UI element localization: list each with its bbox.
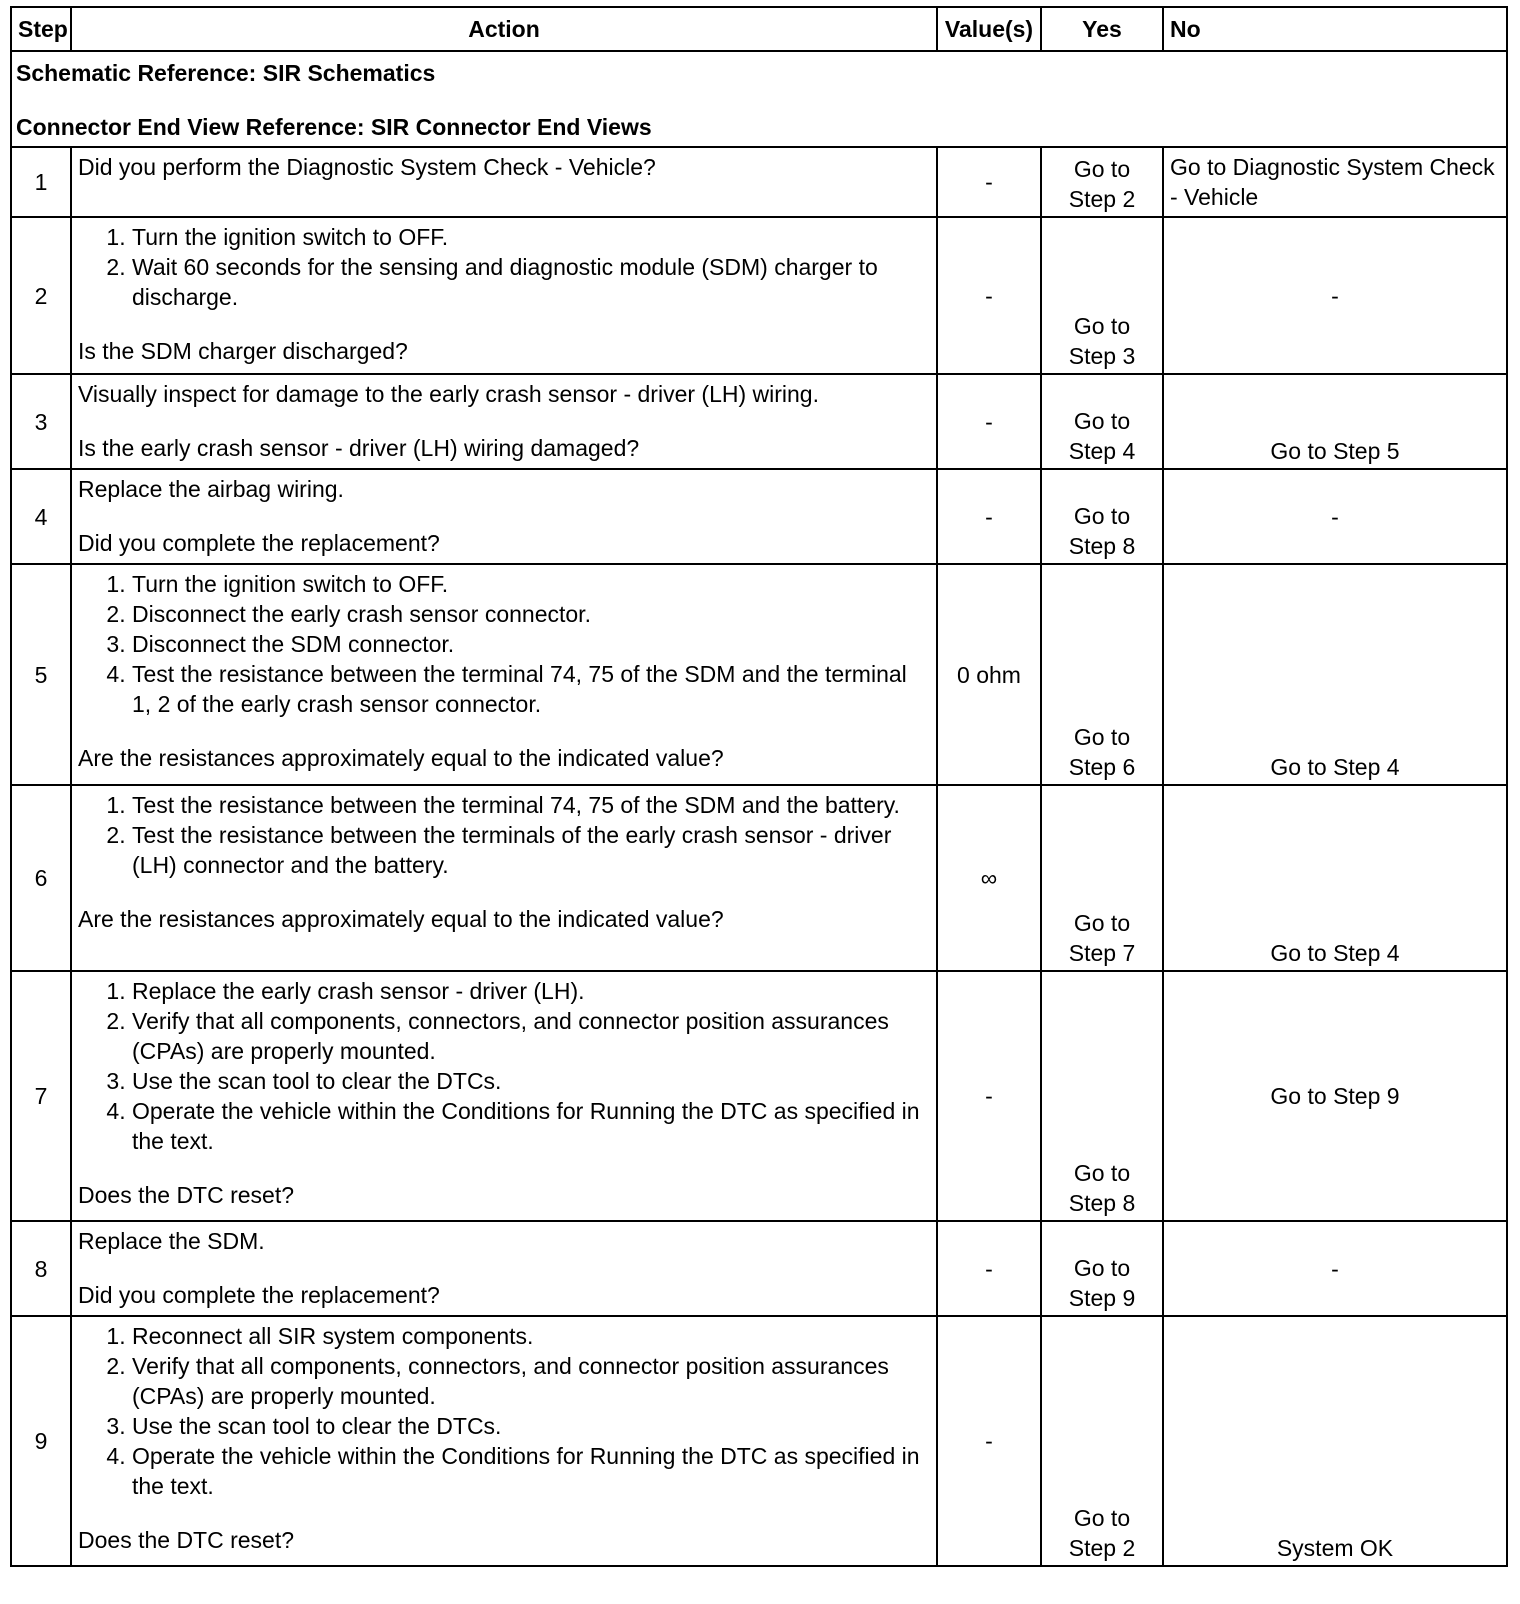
action-item: 4. Operate the vehicle within the Conditions for Running the DTC as specified in the text. [132, 1096, 930, 1156]
yes-cell [1041, 217, 1163, 374]
action-item: 1. Turn the ignition switch to OFF. [132, 569, 930, 599]
no-cell: Go to Step 4 [1163, 564, 1507, 785]
action-item: 4. Test the resistance between the terminal 74, 75 of the SDM and the terminal 1, 2 of the early crash sensor connector. [132, 659, 930, 719]
header-no: No [1163, 7, 1507, 51]
header-yes: Yes [1041, 7, 1163, 51]
yes-line-2: Step 3 [1068, 343, 1136, 369]
no-cell: Go to Step 4 [1163, 785, 1507, 971]
action-question: Are the resistances approximately equal to the indicated value? [78, 745, 724, 771]
action-item: 2. Verify that all components, connectors, and connector position assurances (CPAs) are properly mounted. [132, 1006, 930, 1066]
action-list [78, 1321, 930, 1501]
yes-cell [1041, 564, 1163, 785]
yes-cell [1041, 147, 1163, 217]
action-cell [71, 1221, 937, 1316]
action-item: 3. Disconnect the SDM connector. [132, 629, 930, 659]
yes-cell [1041, 469, 1163, 564]
action-cell [71, 374, 937, 469]
no-cell: - [1163, 217, 1507, 374]
yes-line-1: Go to [1073, 910, 1131, 936]
action-question: Did you complete the replacement? [78, 530, 440, 556]
table-row [11, 1221, 1507, 1316]
step-number: 8 [11, 1221, 71, 1316]
yes-line-1: Go to [1073, 408, 1131, 434]
value-cell: ∞ [937, 785, 1041, 971]
value-cell: 0 ohm [937, 564, 1041, 785]
no-cell: System OK [1163, 1316, 1507, 1566]
no-cell: - [1163, 1221, 1507, 1316]
no-cell: Go to Step 5 [1163, 374, 1507, 469]
table-row [11, 785, 1507, 971]
yes-line-2: Step 2 [1068, 1535, 1136, 1561]
step-number: 9 [11, 1316, 71, 1566]
no-cell: Go to Step 9 [1163, 971, 1507, 1221]
action-item: 1. Replace the early crash sensor - driver (LH). [132, 976, 930, 1006]
reference-row [11, 51, 1507, 147]
table-row [11, 147, 1507, 217]
action-cell [71, 147, 937, 217]
action-list [78, 569, 930, 719]
action-item: 1. Reconnect all SIR system components. [132, 1321, 930, 1351]
step-number: 2 [11, 217, 71, 374]
yes-cell [1041, 971, 1163, 1221]
yes-cell [1041, 374, 1163, 469]
table-row [11, 564, 1507, 785]
value-cell: - [937, 1316, 1041, 1566]
action-list [78, 222, 930, 312]
action-item: 2. Verify that all components, connectors, and connector position assurances (CPAs) are properly mounted. [132, 1351, 930, 1411]
table-row [11, 469, 1507, 564]
yes-cell [1041, 785, 1163, 971]
reference-cell [11, 51, 1507, 147]
header-action: Action [71, 7, 937, 51]
yes-line-2: Step 8 [1068, 533, 1136, 559]
yes-line-1: Go to [1073, 1255, 1131, 1281]
yes-line-2: Step 4 [1068, 438, 1136, 464]
step-number: 5 [11, 564, 71, 785]
action-item: 4. Operate the vehicle within the Conditions for Running the DTC as specified in the text. [132, 1441, 930, 1501]
action-cell [71, 564, 937, 785]
table-header-row [11, 7, 1507, 51]
action-question: Did you complete the replacement? [78, 1282, 440, 1308]
action-question: Does the DTC reset? [78, 1527, 295, 1553]
value-cell: - [937, 469, 1041, 564]
table-row [11, 971, 1507, 1221]
action-cell [71, 971, 937, 1221]
header-values: Value(s) [937, 7, 1041, 51]
action-list [78, 976, 930, 1156]
action-item: 3. Use the scan tool to clear the DTCs. [132, 1411, 930, 1441]
action-text: Replace the SDM. [78, 1228, 265, 1254]
table-row [11, 374, 1507, 469]
schematic-reference: Schematic Reference: SIR Schematics [16, 60, 436, 86]
action-question: Does the DTC reset? [78, 1182, 295, 1208]
yes-cell [1041, 1316, 1163, 1566]
action-item: 1. Test the resistance between the terminal 74, 75 of the SDM and the battery. [132, 790, 930, 820]
yes-line-2: Step 8 [1068, 1190, 1136, 1216]
step-number: 7 [11, 971, 71, 1221]
no-cell: - [1163, 469, 1507, 564]
action-question: Is the early crash sensor - driver (LH) wiring damaged? [78, 435, 640, 461]
table-row [11, 217, 1507, 374]
value-cell: - [937, 1221, 1041, 1316]
action-question: Are the resistances approximately equal to the indicated value? [78, 906, 724, 932]
action-cell [71, 217, 937, 374]
no-cell: Go to Diagnostic System Check - Vehicle [1163, 147, 1507, 217]
yes-cell [1041, 1221, 1163, 1316]
yes-line-1: Go to [1073, 313, 1131, 339]
action-item: 2. Disconnect the early crash sensor connector. [132, 599, 930, 629]
step-number: 1 [11, 147, 71, 217]
yes-line-2: Step 2 [1068, 186, 1136, 212]
yes-line-1: Go to [1073, 1160, 1131, 1186]
step-number: 3 [11, 374, 71, 469]
action-cell [71, 785, 937, 971]
action-cell [71, 1316, 937, 1566]
action-cell [71, 469, 937, 564]
connector-reference: Connector End View Reference: SIR Connector End Views [16, 114, 652, 140]
table-row [11, 1316, 1507, 1566]
yes-line-2: Step 7 [1068, 940, 1136, 966]
action-text: Replace the airbag wiring. [78, 476, 344, 502]
yes-line-2: Step 6 [1068, 754, 1136, 780]
action-item: 2. Wait 60 seconds for the sensing and diagnostic module (SDM) charger to discharge. [132, 252, 930, 312]
value-cell: - [937, 217, 1041, 374]
action-list [78, 790, 930, 880]
action-item: 3. Use the scan tool to clear the DTCs. [132, 1066, 930, 1096]
yes-line-1: Go to [1073, 724, 1131, 750]
action-item: 1. Turn the ignition switch to OFF. [132, 222, 930, 252]
yes-line-1: Go to [1073, 1505, 1131, 1531]
header-step: Step [11, 7, 71, 51]
diagnostic-table [10, 6, 1508, 1567]
step-number: 6 [11, 785, 71, 971]
action-question: Is the SDM charger discharged? [78, 338, 408, 364]
value-cell: - [937, 374, 1041, 469]
yes-line-1: Go to [1073, 503, 1131, 529]
action-text: Did you perform the Diagnostic System Check - Vehicle? [78, 154, 656, 180]
step-number: 4 [11, 469, 71, 564]
value-cell: - [937, 147, 1041, 217]
yes-line-2: Step 9 [1068, 1285, 1136, 1311]
yes-line-1: Go to [1073, 156, 1131, 182]
action-item: 2. Test the resistance between the terminals of the early crash sensor - driver (LH) connector and the battery. [132, 820, 930, 880]
action-text: Visually inspect for damage to the early crash sensor - driver (LH) wiring. [78, 381, 819, 407]
value-cell: - [937, 971, 1041, 1221]
